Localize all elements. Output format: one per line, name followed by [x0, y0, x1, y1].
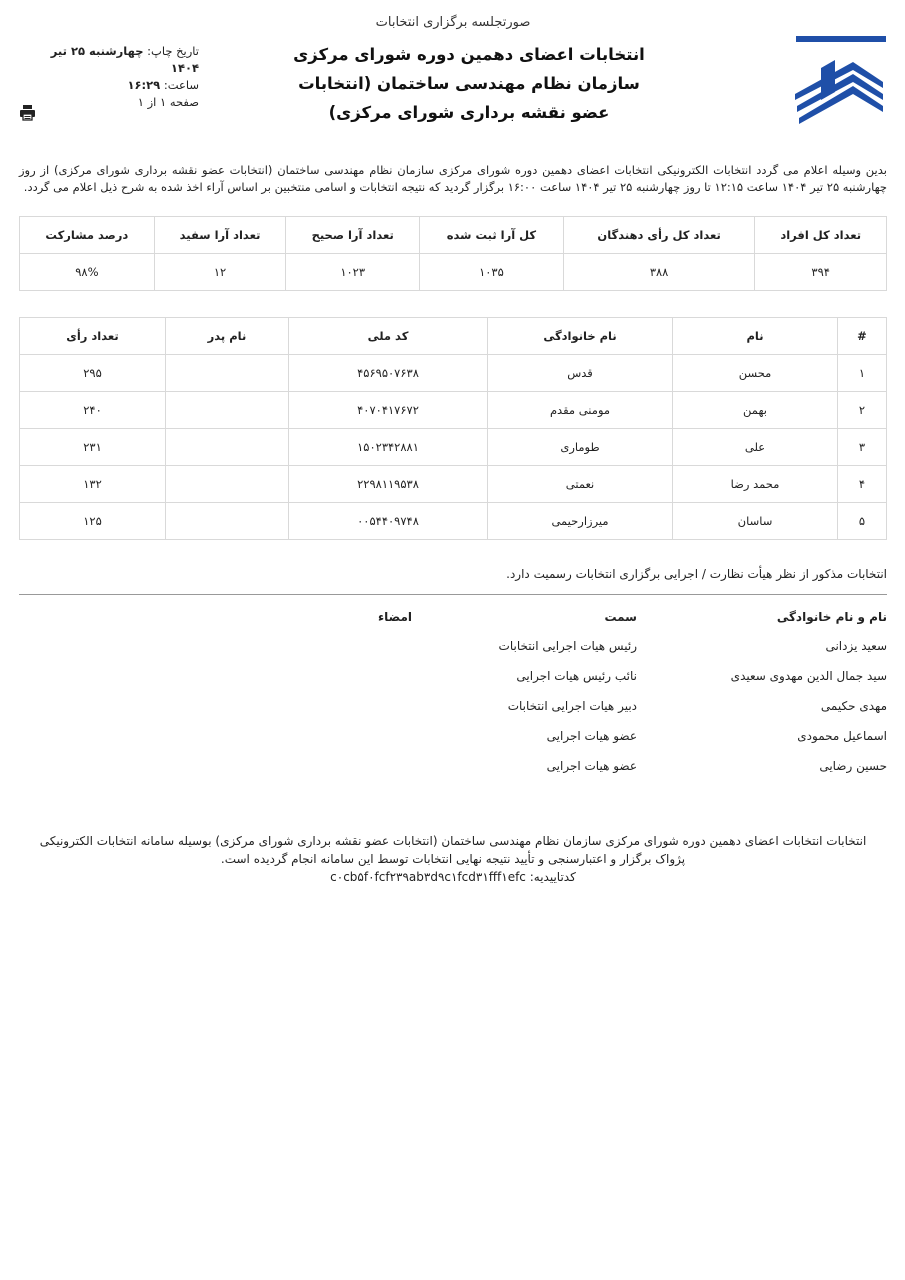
vote-count: ۱۳۲ — [20, 466, 166, 503]
row-index: ۲ — [838, 392, 887, 429]
official-name: مهدی حکیمی — [820, 699, 887, 713]
last-name: قدس — [488, 355, 673, 392]
official-name: اسماعیل محمودی — [797, 729, 887, 743]
document-header — [19, 10, 887, 152]
candidates-table — [19, 317, 887, 540]
stats-header-total-voters: تعداد کل رأی دهندگان — [563, 217, 755, 254]
national-id: ۴۵۶۹۵۰۷۶۳۸ — [289, 355, 488, 392]
row-index: ۴ — [838, 466, 887, 503]
stats-table — [19, 216, 887, 291]
table-row — [20, 429, 887, 466]
signature-row — [19, 751, 887, 781]
col-vote-count: تعداد رأی — [20, 318, 166, 355]
organization-logo-icon — [791, 32, 887, 124]
verification-code-line — [29, 868, 877, 886]
stats-participation: ۹۸% — [20, 254, 155, 291]
father-name — [166, 429, 289, 466]
section-divider — [19, 594, 887, 595]
footer-statement: انتخابات انتخابات اعضای دهمین دوره شورای مرکزی سازمان نظام مهندسی ساختمان (انتخابات عضو نقشه برداری شورای مرکزی) بوسیله سامانه انتخابات الکترونیکی پژواک برگزار و اعتبارسنجی و تأیید نتیجه نهایی انتخابات توسط این سامانه انجام گردیده است. — [39, 834, 867, 866]
announcement-paragraph: بدین وسیله اعلام می گردد انتخابات الکترونیکی انتخابات اعضای دهمین دوره شورای مرکزی سازمان نظام مهندسی ساختمان (انتخابات عضو نقشه برداری شورای مرکزی) از روز چهارشنبه ۲۵ تیر ۱۴۰۴ ساعت ۱۲:۱۵ تا روز چهارشنبه ۲۵ تیر ۱۴۰۴ ساعت ۱۶:۰۰ برگزار گردید که نتیجه انتخابات و اسامی منتخبین بر اساس آراء اخذ شده به شرح ذیل اعلام می گردد. — [19, 163, 887, 194]
verification-footer — [19, 832, 887, 886]
table-row — [20, 466, 887, 503]
stats-blank-votes: ۱۲ — [154, 254, 286, 291]
father-name — [166, 392, 289, 429]
col-full-name: نام و نام خانوادگی — [776, 610, 887, 624]
print-time-value: ۱۶:۲۹ — [127, 78, 161, 92]
stats-header-valid-votes: تعداد آرا صحیح — [286, 217, 420, 254]
national-id: ۲۲۹۸۱۱۹۵۳۸ — [289, 466, 488, 503]
stats-header-blank-votes: تعداد آرا سفید — [154, 217, 286, 254]
print-date-label: تاریخ چاپ: — [147, 44, 199, 58]
stats-header-total-members: تعداد کل افراد — [755, 217, 887, 254]
print-time-line — [19, 77, 199, 94]
vote-count: ۲۳۱ — [20, 429, 166, 466]
row-index: ۳ — [838, 429, 887, 466]
vote-count: ۱۲۵ — [20, 503, 166, 540]
signature-row — [19, 691, 887, 721]
vote-count: ۲۴۰ — [20, 392, 166, 429]
official-position: نائب رئیس هیات اجرایی — [516, 669, 637, 683]
first-name: علی — [673, 429, 838, 466]
table-row — [20, 392, 887, 429]
signature-row — [19, 721, 887, 751]
col-position: سمت — [604, 610, 637, 624]
official-signature — [19, 631, 412, 661]
row-index: ۱ — [838, 355, 887, 392]
document-kicker: صورتجلسه برگزاری انتخابات — [375, 15, 531, 30]
first-name: محمد رضا — [673, 466, 838, 503]
official-name: حسین رضایی — [819, 759, 887, 773]
last-name: مومنی مقدم — [488, 392, 673, 429]
stats-total-votes: ۱۰۳۵ — [420, 254, 564, 291]
stats-header-total-votes: کل آرا ثبت شده — [420, 217, 564, 254]
col-father-name: نام پدر — [166, 318, 289, 355]
official-position: عضو هیات اجرایی — [546, 759, 637, 773]
col-index: # — [838, 318, 887, 355]
table-row — [20, 355, 887, 392]
official-signature — [19, 751, 412, 781]
page-number: صفحه ۱ از ۱ — [137, 95, 199, 109]
candidates-header-row — [20, 318, 887, 355]
election-title: انتخابات اعضای دهمین دوره شورای مرکزی سازمان نظام مهندسی ساختمان (انتخابات عضو نقشه برداری شورای مرکزی) — [293, 45, 645, 122]
print-date-line — [19, 43, 199, 77]
stats-total-members: ۳۹۴ — [755, 254, 887, 291]
col-signature: امضاء — [377, 610, 412, 624]
stats-total-voters: ۳۸۸ — [563, 254, 755, 291]
official-signature — [19, 721, 412, 751]
father-name — [166, 466, 289, 503]
stats-valid-votes: ۱۰۲۳ — [286, 254, 420, 291]
col-national-id: کد ملی — [289, 318, 488, 355]
official-name: سعید یزدانی — [825, 639, 887, 653]
signatures-table — [19, 603, 887, 781]
col-first-name: نام — [673, 318, 838, 355]
document-page — [19, 10, 887, 886]
last-name: نعمتی — [488, 466, 673, 503]
stats-value-row — [20, 254, 887, 291]
first-name: محسن — [673, 355, 838, 392]
official-position: رئیس هیات اجرایی انتخابات — [498, 639, 637, 653]
verification-code-label: کدتاییدیه: — [529, 870, 576, 884]
father-name — [166, 503, 289, 540]
table-row — [20, 503, 887, 540]
official-position: دبیر هیات اجرایی انتخابات — [507, 699, 637, 713]
stats-header-participation: درصد مشارکت — [20, 217, 155, 254]
print-meta — [19, 43, 199, 111]
national-id: ۰۰۵۴۴۰۹۷۴۸ — [289, 503, 488, 540]
verification-code: c۰cb۵f۰fcf۲۳۹ab۳d۹c۱fcd۳۱fff۱efc — [330, 870, 526, 884]
stats-header-row — [20, 217, 887, 254]
signature-row — [19, 631, 887, 661]
first-name: بهمن — [673, 392, 838, 429]
print-date-value: چهارشنبه ۲۵ تیر ۱۴۰۴ — [50, 44, 199, 75]
printer-icon[interactable] — [19, 104, 36, 121]
official-status-note: انتخابات مذکور از نظر هیأت نظارت / اجرایی برگزاری انتخابات رسمیت دارد. — [506, 567, 887, 581]
last-name: طوماری — [488, 429, 673, 466]
official-signature — [19, 661, 412, 691]
national-id: ۴۰۷۰۴۱۷۶۷۲ — [289, 392, 488, 429]
col-last-name: نام خانوادگی — [488, 318, 673, 355]
vote-count: ۲۹۵ — [20, 355, 166, 392]
father-name — [166, 355, 289, 392]
row-index: ۵ — [838, 503, 887, 540]
last-name: میرزارحیمی — [488, 503, 673, 540]
signatures-header-row — [19, 603, 887, 631]
signature-row — [19, 661, 887, 691]
national-id: ۱۵۰۲۳۴۲۸۸۱ — [289, 429, 488, 466]
official-signature — [19, 691, 412, 721]
official-name: سید جمال الدین مهدوی سعیدی — [730, 669, 887, 683]
official-position: عضو هیات اجرایی — [546, 729, 637, 743]
print-time-label: ساعت: — [163, 78, 199, 92]
first-name: ساسان — [673, 503, 838, 540]
